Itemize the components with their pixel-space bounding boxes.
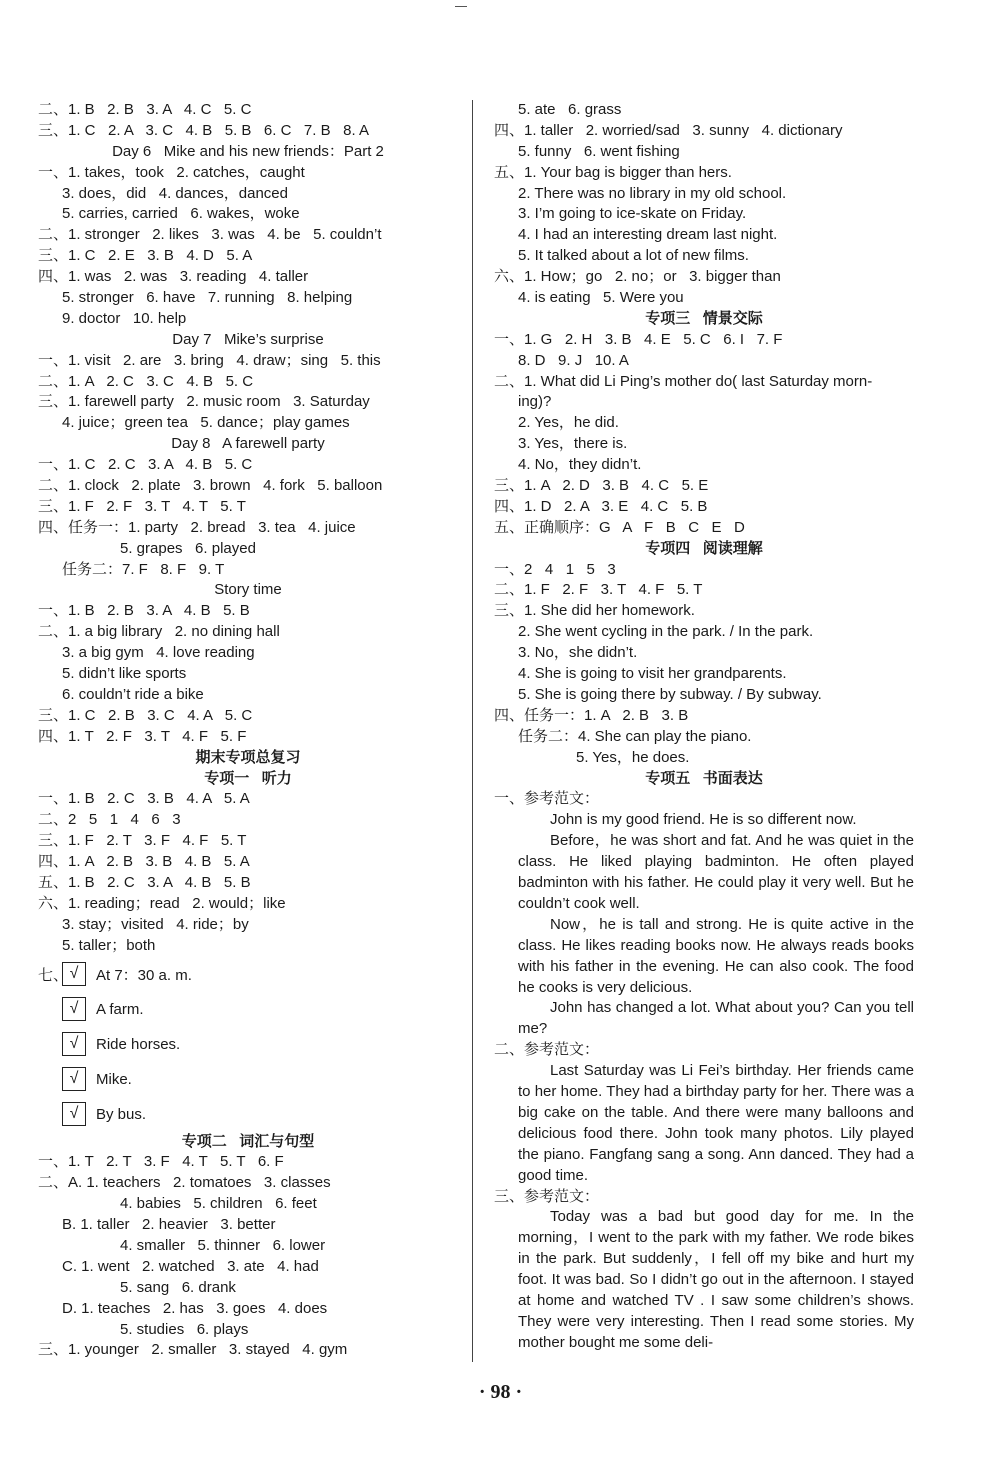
answer-line: 五、1. B 2. C 3. A 4. B 5. B <box>38 873 251 891</box>
essay-paragraph: Today was a bad but good day for me. In the morning，I went to the park with my father. We rode bikes in the park. But suddenly，I fell off my bike and hurt my foot. It was bad. So I didn’t go out in the afternoon. I stayed at home and watched TV . I saw some children’s shows. They were very interesting. Then I read some stories. My mother bought me some deli- <box>518 1208 914 1351</box>
section-prefix: 七、 <box>38 966 69 984</box>
answer-line: 一、1. visit 2. are 3. bring 4. draw；sing 5. this <box>38 351 381 369</box>
answer-line: 六、1. How；go 2. no；or 3. bigger than <box>494 268 781 286</box>
page-number: · 98 · <box>478 1381 523 1403</box>
answer-line: 2. There was no library in my old school. <box>518 184 787 202</box>
answer-line: 一、1. B 2. C 3. B 4. A 5. A <box>38 790 250 808</box>
answer-line: 2. Yes，he did. <box>518 414 619 432</box>
top-mark <box>455 6 467 7</box>
answer-line: 任务二：4. She can play the piano. <box>518 727 752 745</box>
answer-line: 5. stronger 6. have 7. running 8. helping <box>62 289 353 307</box>
answer-line: 一、1. B 2. B 3. A 4. B 5. B <box>38 602 250 620</box>
answer-line: 专项四 阅读理解 <box>645 539 763 557</box>
answer-line: 二、1. A 2. C 3. C 4. B 5. C <box>38 372 254 390</box>
answer-line: 专项二 词汇与句型 <box>181 1132 315 1150</box>
answer-line: 三、1. A 2. D 3. B 4. C 5. E <box>494 477 709 495</box>
answer-line: 3. I’m going to ice-skate on Friday. <box>518 205 747 223</box>
answer-line: 二、1. What did Li Ping’s mother do( last Saturday morn- <box>494 372 873 390</box>
answer-line: 六、1. reading；read 2. would；like <box>38 894 286 912</box>
check-mark-icon: √ <box>62 962 86 986</box>
answer-line: 三、1. F 2. F 3. T 4. T 5. T <box>38 497 246 515</box>
essay-label: 二、参考范文： <box>494 1041 600 1059</box>
answer-line: 一、1. takes，took 2. catches，caught <box>38 163 305 181</box>
answer-line: 二、1. stronger 2. likes 3. was 4. be 5. couldn’t <box>38 226 382 244</box>
answer-line: 四、1. taller 2. worried/sad 3. sunny 4. dictionary <box>494 121 843 139</box>
answer-line: 二、1. a big library 2. no dining hall <box>38 623 280 641</box>
answer-line: 5. carries, carried 6. wakes，woke <box>62 205 300 223</box>
check-mark-icon: √ <box>62 1032 86 1056</box>
answer-line: 3. No，she didn’t. <box>518 644 638 662</box>
answer-line: Day 7 Mike’s surprise <box>172 330 324 348</box>
checkbox-answer-text: Mike. <box>96 1070 132 1088</box>
check-mark-icon: √ <box>62 1067 86 1091</box>
answer-line: 五、正确顺序：G A F B C E D <box>494 518 745 536</box>
checkbox-answer <box>38 1062 458 1097</box>
check-mark-icon: √ <box>62 997 86 1021</box>
essay-paragraph: Now，he is tall and strong. He is quite active in the class. He likes reading books now. He always reads books with his father in the evening. He can also cook. The food he cooks is very delicious. <box>518 915 914 996</box>
answer-line: 4. babies 5. children 6. feet <box>120 1195 317 1213</box>
answer-line: 四、1. D 2. A 3. E 4. C 5. B <box>494 497 708 515</box>
answer-line: 3. a big gym 4. love reading <box>62 644 255 662</box>
answer-line: 二、1. F 2. F 3. T 4. F 5. T <box>494 581 703 599</box>
checkbox-answer <box>38 1027 458 1062</box>
answer-line: 9. doctor 10. help <box>62 309 187 327</box>
answer-line: 三、1. younger 2. smaller 3. stayed 4. gym <box>38 1341 348 1359</box>
checkbox-answer-text: At 7：30 a. m. <box>96 966 192 984</box>
essay-label: 三、参考范文： <box>494 1187 600 1205</box>
answer-line: 4. juice；green tea 5. dance；play games <box>62 414 350 432</box>
checkbox-answer <box>38 957 458 992</box>
answer-line: C. 1. went 2. watched 3. ate 4. had <box>62 1257 319 1275</box>
answer-line: 6. couldn’t ride a bike <box>62 685 204 703</box>
answer-line: 一、2 4 1 5 3 <box>494 560 616 578</box>
answer-line: 专项一 听力 <box>204 769 292 787</box>
answer-line: 三、1. She did her homework. <box>494 602 695 620</box>
essay-paragraph: Before，he was short and fat. And he was quiet in the class. He liked playing badminton. He often played badminton with his father. He could play it very well. But he couldn’t cook well. <box>518 832 914 912</box>
answer-line: 四、任务一：1. party 2. bread 3. tea 4. juice <box>38 518 356 536</box>
answer-line: D. 1. teaches 2. has 3. goes 4. does <box>62 1299 328 1317</box>
answer-line: 四、1. was 2. was 3. reading 4. taller <box>38 268 309 286</box>
answer-line: 8. D 9. J 10. A <box>518 351 629 369</box>
answer-line: 任务二：7. F 8. F 9. T <box>62 560 225 578</box>
answer-line: 四、任务一：1. A 2. B 3. B <box>494 706 689 724</box>
essay-label: 一、参考范文： <box>494 790 600 808</box>
answer-line: Day 6 Mike and his new friends：Part 2 <box>112 142 384 160</box>
answer-line: 2. She went cycling in the park. / In the park. <box>518 623 814 641</box>
answer-line: 二、A. 1. teachers 2. tomatoes 3. classes <box>38 1174 331 1192</box>
checkbox-answer-text: By bus. <box>96 1105 147 1123</box>
answer-line: 4. I had an interesting dream last night. <box>518 226 778 244</box>
answer-line: 3. Yes，there is. <box>518 435 628 453</box>
left-column <box>38 100 458 1361</box>
answer-line: 4. No，they didn’t. <box>518 456 642 474</box>
answer-line: 二、1. B 2. B 3. A 4. C 5. C <box>38 101 252 118</box>
answer-line: 三、1. C 2. A 3. C 4. B 5. B 6. C 7. B 8. A <box>38 121 369 139</box>
checkbox-answer <box>38 992 458 1027</box>
answer-line: 5. taller；both <box>62 936 156 954</box>
column-divider <box>472 100 473 1362</box>
answer-line: 5. It talked about a lot of new films. <box>518 247 749 265</box>
answer-line: 一、1. T 2. T 3. F 4. T 5. T 6. F <box>38 1153 284 1171</box>
answer-line: 5. grapes 6. played <box>120 539 256 557</box>
answer-line: 4. smaller 5. thinner 6. lower <box>120 1236 326 1254</box>
answer-line: 二、1. clock 2. plate 3. brown 4. fork 5. balloon <box>38 477 383 495</box>
answer-line: 4. She is going to visit her grandparents. <box>518 665 787 683</box>
answer-line: 3. does，did 4. dances，danced <box>62 184 288 202</box>
answer-line: 5. funny 6. went fishing <box>518 142 680 160</box>
answer-line: 二、2 5 1 4 6 3 <box>38 811 181 829</box>
check-mark-icon: √ <box>62 1102 86 1126</box>
answer-line: Story time <box>214 581 282 599</box>
answer-line: 三、1. farewell party 2. music room 3. Saturday <box>38 393 370 411</box>
answer-line: 5. Yes，he does. <box>576 748 690 766</box>
answer-line: 三、1. C 2. B 3. C 4. A 5. C <box>38 706 253 724</box>
essay-paragraph: John has changed a lot. What about you? Can you tell me? <box>518 999 914 1038</box>
answer-line: 五、1. Your bag is bigger than hers. <box>494 163 732 181</box>
answer-line: 4. is eating 5. Were you <box>518 289 684 307</box>
answer-line: 3. stay；visited 4. ride；by <box>62 915 249 933</box>
answer-line: 一、1. C 2. C 3. A 4. B 5. C <box>38 456 253 474</box>
answer-line: 5. didn’t like sports <box>62 665 187 683</box>
answer-line: 四、1. A 2. B 3. B 4. B 5. A <box>38 853 250 871</box>
answer-line: ing)? <box>518 393 552 411</box>
answer-line: 专项五 书面表达 <box>645 769 763 787</box>
checkbox-answer-text: A farm. <box>96 1000 144 1018</box>
answer-line: 一、1. G 2. H 3. B 4. E 5. C 6. I 7. F <box>494 330 783 348</box>
answer-line: 期末专项总复习 <box>195 748 301 766</box>
answer-line: 四、1. T 2. F 3. T 4. F 5. F <box>38 727 247 745</box>
answer-line: 专项三 情景交际 <box>645 309 763 327</box>
answer-line: 5. She is going there by subway. / By subway. <box>518 685 822 703</box>
answer-line: 5. ate 6. grass <box>518 101 622 118</box>
answer-line: 三、1. C 2. E 3. B 4. D 5. A <box>38 247 253 265</box>
answer-line: 三、1. F 2. T 3. F 4. F 5. T <box>38 832 247 850</box>
checkbox-answer-text: Ride horses. <box>96 1035 181 1053</box>
right-column <box>494 100 914 1354</box>
answer-line: 5. sang 6. drank <box>120 1278 236 1296</box>
answer-line: 5. studies 6. plays <box>120 1320 249 1338</box>
essay-paragraph: Last Saturday was Li Fei’s birthday. Her friends came to her home. They had a birthday party for her. There was a big cake on the table. And there were many balloons and delicious food there. John took many photos. Lily played the piano. Fangfang sang a song. Ann danced. They had a good time. <box>518 1062 914 1184</box>
answer-line: B. 1. taller 2. heavier 3. better <box>62 1216 276 1234</box>
checkbox-answer <box>38 1097 458 1132</box>
answer-line: Day 8 A farewell party <box>171 435 325 453</box>
essay-paragraph: John is my good friend. He is so different now. <box>550 811 857 829</box>
